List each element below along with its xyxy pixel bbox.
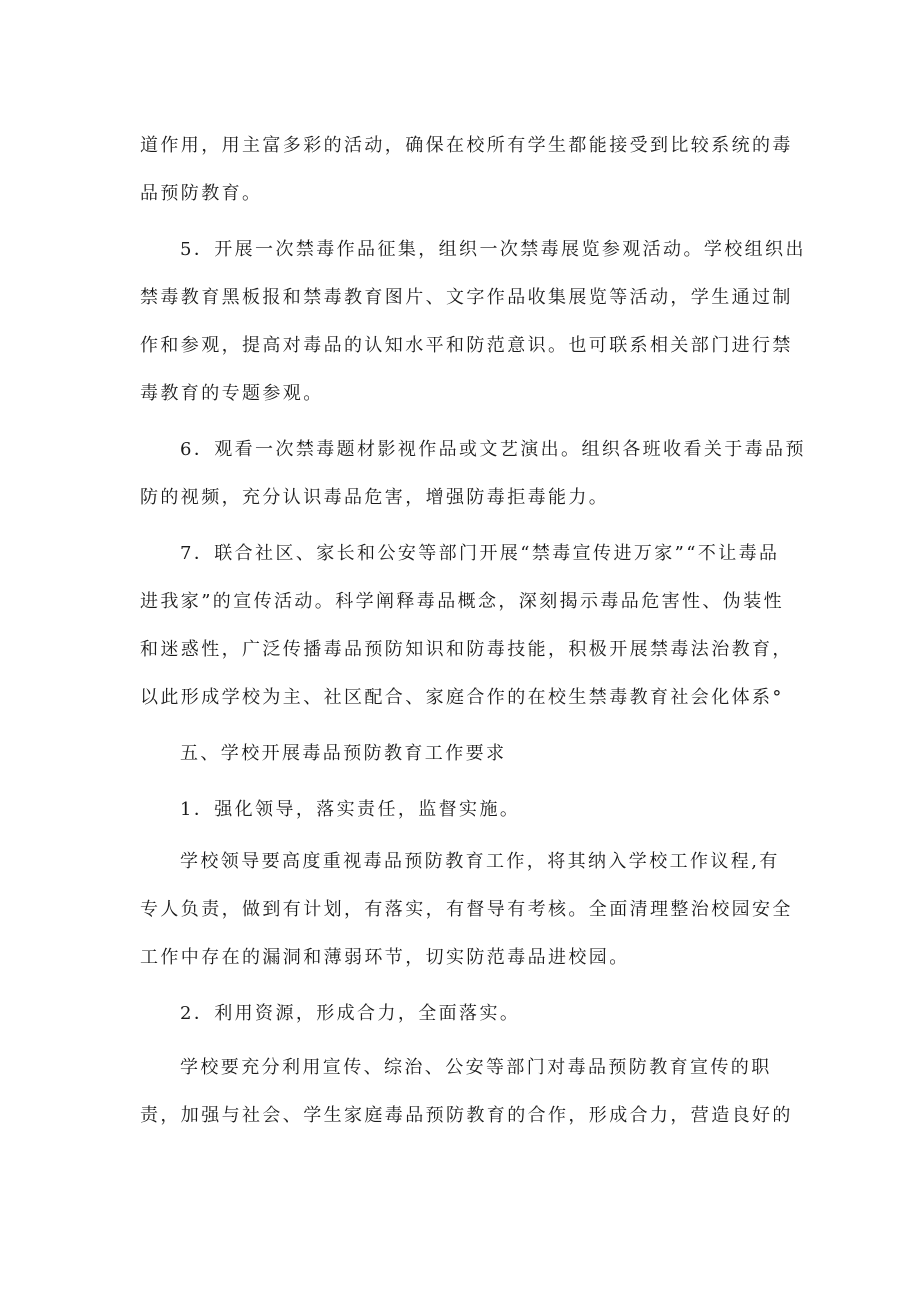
subheading: 2．利用资源，形成合力，全面落实。 xyxy=(180,1003,521,1024)
text-line: 5．开展一次禁毒作品征集，组织一次禁毒展览参观活动。学校组织出 xyxy=(180,239,806,260)
text-line: 毒教育的专题参观。 xyxy=(140,383,324,404)
text-line: 禁毒教育黑板报和禁毒教育图片、文字作品收集展览等活动，学生通过制 xyxy=(140,287,793,308)
subheading: 1．强化领导，落实责任，监督实施。 xyxy=(180,799,521,820)
text-line: 道作用，用主富多彩的活动，确保在校所有学生都能接受到比较系统的毒 xyxy=(140,135,793,156)
text-line: 和迷惑性，广泛传播毒品预防知识和防毒技能，积极开展禁毒法治教育， xyxy=(140,639,793,660)
section-heading: 五、学校开展毒品预防教育工作要求 xyxy=(180,743,507,764)
text-line: 作和参观，提高对毒品的认知水平和防范意识。也可联系相关部门进行禁 xyxy=(140,335,793,356)
text-line: 以此形成学校为主、社区配合、家庭合作的在校生禁毒教育社会化体系° xyxy=(140,687,784,708)
text-line: 学校领导要高度重视毒品预防教育工作，将其纳入学校工作议程,有 xyxy=(180,851,780,872)
text-line: 进我家”的宣传活动。科学阐释毒品概念，深刻揭示毒品危害性、伪装性 xyxy=(140,591,784,612)
text-line: 6．观看一次禁毒题材影视作品或文艺演出。组织各班收看关于毒品预 xyxy=(180,439,806,460)
text-line: 7．联合社区、家长和公安等部门开展“禁毒宣传进万家”“不让毒品 xyxy=(180,543,780,564)
text-line: 专人负责，做到有计划，有落实，有督导有考核。全面清理整治校园安全 xyxy=(140,899,793,920)
text-line: 防的视频，充分认识毒品危害，增强防毒拒毒能力。 xyxy=(140,487,610,508)
text-line: 学校要充分利用宣传、综治、公安等部门对毒品预防教育宣传的职 xyxy=(180,1057,772,1078)
text-line: 品预防教育。 xyxy=(140,183,263,204)
text-line: 责，加强与社会、学生家庭毒品预防教育的合作，形成合力，营造良好的 xyxy=(140,1105,793,1126)
text-line: 工作中存在的漏洞和薄弱环节，切实防范毒品进校园。 xyxy=(140,947,630,968)
